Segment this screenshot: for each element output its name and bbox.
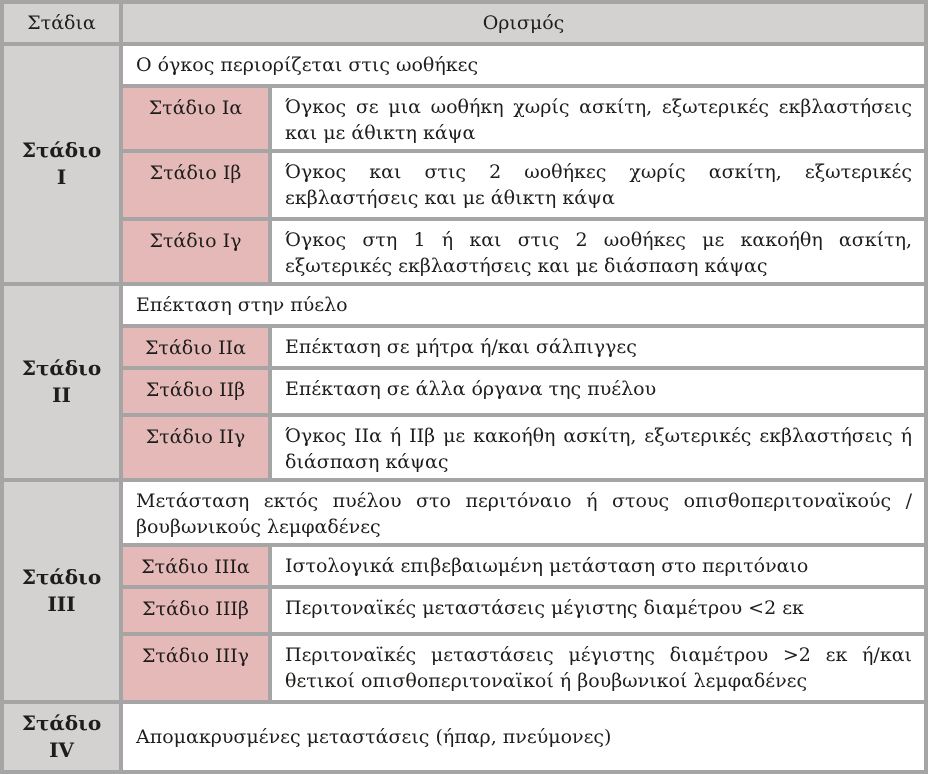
substage-label-1a: Στάδιο Ια xyxy=(123,88,268,149)
substage-desc-1c: Όγκος στη 1 ή και στις 2 ωοθήκες με κακοήθη ασκίτη, εξωτερικές εκβλαστήσεις και με διάσπαση κάψας xyxy=(272,221,924,282)
stage-word: Στάδιο xyxy=(21,356,102,380)
substage-desc-3a: Ιστολογικά επιβεβαιωμένη μετάσταση στο περιτόναιο xyxy=(272,547,924,585)
stage-numeral: ΙΙ xyxy=(52,383,71,407)
substage-desc-1a: Όγκος σε μια ωοθήκη χωρίς ασκίτη, εξωτερικές εκβλαστήσεις και με άθικτη κάψα xyxy=(272,88,924,149)
substage-label-3a: Στάδιο ΙΙΙα xyxy=(123,547,268,585)
stage-numeral: Ι xyxy=(56,165,67,189)
stage-word: Στάδιο xyxy=(21,711,102,735)
stage-cell-4 xyxy=(4,704,119,770)
stage-word: Στάδιο xyxy=(21,565,102,589)
stage-cell-1 xyxy=(4,46,119,282)
stage-numeral: ΙΙΙ xyxy=(47,592,76,616)
substage-label-3b: Στάδιο ΙΙΙβ xyxy=(123,589,268,632)
substage-desc-3b: Περιτοναϊκές μεταστάσεις μέγιστης διαμέτρου <2 εκ xyxy=(272,589,924,632)
substage-desc-2a: Επέκταση σε μήτρα ή/και σάλπιγγες xyxy=(272,328,924,366)
substage-desc-1b: Όγκος και στις 2 ωοθήκες χωρίς ασκίτη, εξωτερικές εκβλαστήσεις και με άθικτη κάψα xyxy=(272,153,924,217)
substage-label-2c: Στάδιο ΙΙγ xyxy=(123,417,268,478)
substage-desc-2c: Όγκος ΙΙα ή ΙΙβ με κακοήθη ασκίτη, εξωτερικές εκβλαστήσεις ή διάσπαση κάψας xyxy=(272,417,924,478)
substage-desc-2b: Επέκταση σε άλλα όργανα της πυέλου xyxy=(272,370,924,413)
substage-label-1c: Στάδιο Ιγ xyxy=(123,221,268,282)
stage-numeral: IV xyxy=(49,738,74,762)
stage-1-intro: Ο όγκος περιορίζεται στις ωοθήκες xyxy=(123,46,924,84)
header-cell-definition: Ορισμός xyxy=(123,4,924,42)
substage-label-2a: Στάδιο ΙΙα xyxy=(123,328,268,366)
stage-cell-3 xyxy=(4,482,119,700)
substage-desc-3c: Περιτοναϊκές μεταστάσεις μέγιστης διαμέτρου >2 εκ ή/και θετικοί οπισθοπεριτοναϊκοί ή βουβωνικοί λεμφαδένες xyxy=(272,636,924,700)
substage-label-2b: Στάδιο ΙΙβ xyxy=(123,370,268,413)
substage-label-1b: Στάδιο Ιβ xyxy=(123,153,268,217)
stage-word: Στάδιο xyxy=(21,138,102,162)
substage-label-3c: Στάδιο ΙΙΙγ xyxy=(123,636,268,700)
stage-3-intro: Μετάσταση εκτός πυέλου στο περιτόναιο ή στους οπισθοπεριτοναϊκούς /βουβωνικούς λεμφαδένες xyxy=(123,482,924,543)
stage-4-intro: Απομακρυσμένες μεταστάσεις (ήπαρ, πνεύμονες) xyxy=(123,704,924,770)
stage-2-intro: Επέκταση στην πύελο xyxy=(123,286,924,324)
stage-cell-2 xyxy=(4,286,119,478)
header-cell-stages: Στάδια xyxy=(4,4,119,42)
